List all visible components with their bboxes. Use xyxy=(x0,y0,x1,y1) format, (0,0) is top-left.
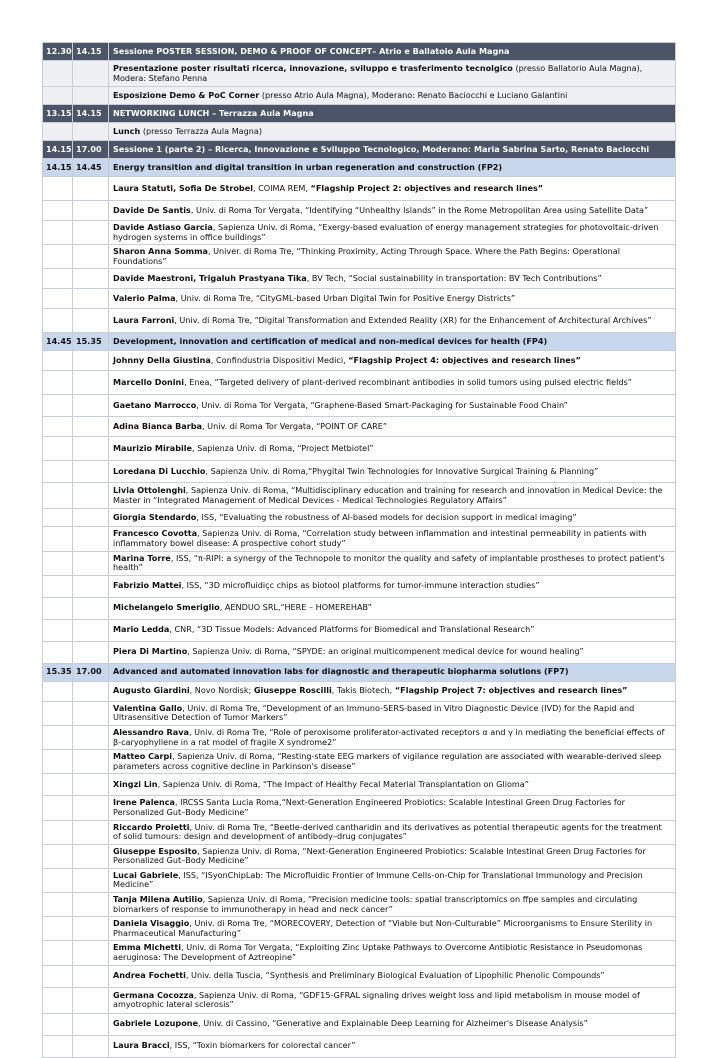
start-time-empty xyxy=(43,461,73,483)
talk-cell xyxy=(109,269,676,289)
speaker-name: Livia Ottolenghi xyxy=(113,485,186,496)
talk-details: , BV Tech, “Social sustainability in transportation: BV Tech Contributions” xyxy=(306,273,602,284)
talk-cell xyxy=(109,796,676,820)
talk-row xyxy=(43,201,676,221)
talk-row xyxy=(43,437,676,461)
talk-row xyxy=(43,619,676,641)
start-time-empty xyxy=(43,575,73,597)
talk-cell xyxy=(109,987,676,1013)
talk-cell xyxy=(109,461,676,483)
talk-cell xyxy=(109,221,676,245)
talk-cell xyxy=(109,965,676,987)
start-time-empty xyxy=(43,941,73,965)
subsession-row xyxy=(43,87,676,105)
end-time-empty xyxy=(73,177,109,201)
subsession-details: (presso Ballatorio Aula Magna), Modera: Stefano Penna xyxy=(113,62,643,83)
talk-details: , Univ. della Tuscia, “Synthesis and Preliminary Biological Evaluation of Lipophilic Phenolic Compounds” xyxy=(185,970,605,981)
start-time-empty xyxy=(43,820,73,844)
speaker-name: Irene Palenca xyxy=(113,797,176,808)
end-time-empty xyxy=(73,941,109,965)
end-time-empty xyxy=(73,893,109,917)
speaker-name: Riccardo Proietti xyxy=(113,821,190,832)
subsession-name: Lunch xyxy=(113,125,141,136)
end-time: 14.15 xyxy=(73,105,109,123)
talk-cell xyxy=(109,1013,676,1035)
talk-details: , Confindustria Dispositivi Medici, xyxy=(210,355,349,366)
speaker-name: Davide De Santis xyxy=(113,204,191,215)
end-time: 17.00 xyxy=(73,663,109,681)
talk-cell xyxy=(109,575,676,597)
talk-details: , Sapienza Univ. di Roma,“Phygital Twin Technologies for Innovative Surgical Training & Planning” xyxy=(205,466,599,477)
start-time-empty xyxy=(43,965,73,987)
speaker-affiliation: , Takis Biotech, xyxy=(331,685,395,696)
talk-cell xyxy=(109,750,676,774)
subsession-cell xyxy=(109,87,676,105)
start-time: 13.15 xyxy=(43,105,73,123)
talk-cell xyxy=(109,893,676,917)
end-time-empty xyxy=(73,245,109,269)
talk-row xyxy=(43,509,676,527)
talk-details: , Univ. di Roma Tre, “Role of peroxisome proliferator-activated receptors α and γ in mediating the beneficial effects of β-caryophyllene in a rat model of fragile X syndrome2” xyxy=(113,726,665,747)
talk-row xyxy=(43,269,676,289)
talk-details: , AENDUO SRL,“HERE – HOMEREHAB” xyxy=(219,602,372,613)
start-time-empty xyxy=(43,619,73,641)
end-time-empty xyxy=(73,87,109,105)
talk-row xyxy=(43,221,676,245)
end-time-empty xyxy=(73,796,109,820)
start-time-empty xyxy=(43,868,73,892)
start-time-empty xyxy=(43,750,73,774)
session-row xyxy=(43,159,676,177)
speaker-name: Germana Cocozza xyxy=(113,989,194,1000)
subsession-cell xyxy=(109,61,676,87)
speaker-name: Lucai Gabriele xyxy=(113,869,179,880)
talk-row xyxy=(43,527,676,551)
talk-row xyxy=(43,965,676,987)
start-time-empty xyxy=(43,681,73,701)
talk-row xyxy=(43,641,676,663)
talk-cell xyxy=(109,725,676,749)
talk-cell xyxy=(109,437,676,461)
start-time-empty xyxy=(43,844,73,868)
start-time-empty xyxy=(43,796,73,820)
session-title: Advanced and automated innovation labs for diagnostic and therapeutic biopharma solutions (FP7) xyxy=(109,663,676,681)
speaker-name: Davide Maestroni, Trigaluh Prastyana Tika xyxy=(113,273,307,284)
speaker-affiliation: , Novo Nordisk; xyxy=(189,685,254,696)
end-time-empty xyxy=(73,774,109,796)
talk-row xyxy=(43,1035,676,1057)
talk-details: , Univ. di Roma Tor Vergata, “Exploiting Zinc Uptake Pathways to Overcome Antibiotic Resistance in Pseudomonas aeruginosa: The Development of Aztreopine” xyxy=(113,942,643,963)
talk-details: , Univ. di Roma Tor Vergata, “Identifying “Unhealthy Islands” in the Rome Metropolitan Area using Satellite Data” xyxy=(190,204,649,215)
start-time-empty xyxy=(43,177,73,201)
start-time-empty xyxy=(43,551,73,575)
talk-details: , Sapienza Univ. di Roma, “Multidisciplinary education and training for research and innovation in Medical Device: the Master in “Integrated Management of Medical Devices - Medical Technologies Regulatory Affairs” xyxy=(113,485,663,505)
talk-cell xyxy=(109,917,676,941)
talk-details: , Sapienza Univ. di Roma, “Next-Generation Engineered Probiotics: Scalable Intestinal Green Drug Factories for Personalized Gut–Body Medicine” xyxy=(113,845,646,866)
end-time: 15.35 xyxy=(73,333,109,351)
talk-row xyxy=(43,351,676,371)
speaker-name: Matteo Carpi xyxy=(113,751,173,762)
speaker-name: Davide Astiaso Garcia xyxy=(113,222,213,232)
session-title: Energy transition and digital transition in urban regeneration and construction (FP2) xyxy=(109,159,676,177)
end-time-empty xyxy=(73,551,109,575)
end-time-empty xyxy=(73,917,109,941)
start-time-empty xyxy=(43,917,73,941)
end-time-empty xyxy=(73,701,109,725)
flagship-title: “Flagship Project 4: objectives and research lines” xyxy=(348,355,581,366)
start-time-empty xyxy=(43,483,73,509)
end-time-empty xyxy=(73,725,109,749)
talk-details: , Sapienza Univ. di Roma, “Resting-state EEG markers of vigilance regulation are associated with wearable-derived sleep parameters across cognitive decline in Parkinson's disease” xyxy=(113,751,662,771)
talk-row xyxy=(43,868,676,892)
start-time-empty xyxy=(43,371,73,395)
talk-cell xyxy=(109,820,676,844)
speaker-name: Giuseppe Roscilli xyxy=(253,685,332,696)
start-time-empty xyxy=(43,61,73,87)
end-time-empty xyxy=(73,483,109,509)
talk-details: , IRCSS Santa Lucia Roma,“Next-Generation Engineered Probiotics: Scalable Intestinal Green Drug Factories for Personalized Gut–Body Medicine” xyxy=(113,797,626,817)
end-time-empty xyxy=(73,461,109,483)
start-time-empty xyxy=(43,245,73,269)
end-time-empty xyxy=(73,371,109,395)
talk-cell xyxy=(109,289,676,309)
start-time-empty xyxy=(43,987,73,1013)
end-time: 14.45 xyxy=(73,159,109,177)
talk-details: , Sapienza Univ. di Roma, “SPYDE: an original multicompenent medical device for wound healing” xyxy=(187,646,584,657)
start-time-empty xyxy=(43,1013,73,1035)
talk-cell xyxy=(109,551,676,575)
start-time-empty xyxy=(43,527,73,551)
end-time-empty xyxy=(73,527,109,551)
talk-row xyxy=(43,681,676,701)
speaker-name: Valentina Gallo xyxy=(113,702,183,713)
talk-row xyxy=(43,725,676,749)
start-time-empty xyxy=(43,201,73,221)
speaker-name: Johnny Della Giustina xyxy=(113,355,211,366)
talk-details: , ISS, “3D microfluidiçc chips as biotool platforms for tumor-immune interaction studies” xyxy=(181,580,540,591)
speaker-name: Giuseppe Esposito xyxy=(113,845,198,856)
end-time-empty xyxy=(73,1035,109,1057)
talk-cell xyxy=(109,483,676,509)
end-time-empty xyxy=(73,681,109,701)
talk-row xyxy=(43,941,676,965)
speaker-name: Emma Michetti xyxy=(113,942,182,953)
end-time-empty xyxy=(73,289,109,309)
end-time-empty xyxy=(73,750,109,774)
talk-details: , Univ. di Roma Tor Vergata, “Graphene-Based Smart-Packaging for Sustainable Food Chain” xyxy=(196,400,568,411)
speaker-name: Maurizio Mirabile xyxy=(113,443,193,454)
speaker-name: Marina Torre xyxy=(113,552,171,563)
end-time-empty xyxy=(73,844,109,868)
talk-details: , Univ. di Roma Tre, “Development of an Immuno-SERS-based in Vitro Diagnostic Device (IVD) for the Rapid and Ultrasensitive Detection of Tumor Markers” xyxy=(113,702,635,723)
talk-row xyxy=(43,893,676,917)
speaker-name: Andrea Fochetti xyxy=(113,970,186,981)
talk-cell xyxy=(109,177,676,201)
speaker-name: Fabrizio Mattei xyxy=(113,580,182,591)
speaker-name: Gabriele Lozupone xyxy=(113,1018,199,1029)
speaker-name: Laura Bracci xyxy=(113,1040,170,1051)
talk-cell xyxy=(109,774,676,796)
session-row xyxy=(43,141,676,159)
start-time-empty xyxy=(43,597,73,619)
talk-row xyxy=(43,750,676,774)
talk-row xyxy=(43,309,676,333)
end-time-empty xyxy=(73,641,109,663)
talk-row xyxy=(43,774,676,796)
talk-cell xyxy=(109,201,676,221)
end-time-empty xyxy=(73,123,109,141)
session-row xyxy=(43,43,676,61)
talk-details: , Univ. di Roma Tor Vergata, “POINT OF CARE” xyxy=(202,421,388,432)
speaker-name: Xingzi Lin xyxy=(113,779,158,790)
talk-details: , ISS, “ISyonChipLab: The Microfluidic Frontier of Immune Cells-on-Chip for Translational Immunology and Precision Medicine” xyxy=(113,869,643,890)
talk-cell xyxy=(109,701,676,725)
talk-row xyxy=(43,417,676,437)
talk-row xyxy=(43,575,676,597)
start-time: 14.15 xyxy=(43,141,73,159)
talk-cell xyxy=(109,245,676,269)
talk-cell xyxy=(109,597,676,619)
talk-details: , ISS, “π-RIPI: a synergy of the Technopole to monitor the quality and safety of implantable prostheses to protect patient's health” xyxy=(113,552,665,573)
talk-row xyxy=(43,597,676,619)
subsession-cell xyxy=(109,123,676,141)
end-time-empty xyxy=(73,820,109,844)
talk-row xyxy=(43,1013,676,1035)
session-title: Sessione 1 (parte 2) – Ricerca, Innovazione e Sviluppo Tecnologico, Moderano: Maria Sabrina Sarto, Renato Baciocchi xyxy=(109,141,676,159)
talk-cell xyxy=(109,844,676,868)
program-table xyxy=(42,42,676,1058)
talk-cell xyxy=(109,309,676,333)
speaker-name: Mario Ledda xyxy=(113,624,170,635)
talk-details: , Sapienza Univ. di Roma, “Correlation study between inflammation and intestinal permeability in patients with inflammatory bowel disease: A prospective cohort study” xyxy=(113,528,647,548)
end-time-empty xyxy=(73,965,109,987)
talk-details: , Enea, “Targeted delivery of plant-derived recombinant antibodies in solid tumors using pulsed electric fields” xyxy=(184,377,632,388)
talk-details: , CNR, “3D Tissue Models: Advanced Platforms for Biomedical and Translational Research” xyxy=(169,624,535,635)
start-time-empty xyxy=(43,774,73,796)
end-time: 17.00 xyxy=(73,141,109,159)
talk-details: , ISS, “Toxin biomarkers for colorectal cancer” xyxy=(169,1040,356,1051)
subsession-details: (presso Atrio Aula Magna), Moderano: Renato Baciocchi e Luciano Galantini xyxy=(259,89,568,100)
talk-row xyxy=(43,844,676,868)
start-time-empty xyxy=(43,725,73,749)
start-time: 15.35 xyxy=(43,663,73,681)
talk-details: , Sapienza Univ. di Roma, “Precision medicine tools: spatial transcriptomics on ffpe samples and circulating biomarkers of response to immunotherapy in head and neck cancer” xyxy=(113,894,638,914)
speaker-name: Tanja Milena Autilio xyxy=(113,894,203,905)
speaker-name: Gaetano Marrocco xyxy=(113,400,197,411)
start-time-empty xyxy=(43,1035,73,1057)
end-time-empty xyxy=(73,201,109,221)
flagship-title: “Flagship Project 7: objectives and research lines” xyxy=(394,685,628,696)
start-time-empty xyxy=(43,269,73,289)
talk-cell xyxy=(109,868,676,892)
subsession-row xyxy=(43,61,676,87)
start-time-empty xyxy=(43,641,73,663)
start-time: 14.45 xyxy=(43,333,73,351)
subsession-name: Esposizione Demo & PoC Corner xyxy=(113,89,260,100)
start-time-empty xyxy=(43,701,73,725)
end-time-empty xyxy=(73,509,109,527)
end-time: 14.15 xyxy=(73,43,109,61)
start-time-empty xyxy=(43,351,73,371)
talk-cell xyxy=(109,509,676,527)
session-row xyxy=(43,663,676,681)
talk-details: , Sapienza Univ. di Roma, “Exergy-based evaluation of energy management strategies for photovoltaic-driven hydrogen systems in office buildings” xyxy=(113,222,659,242)
talk-cell xyxy=(109,681,676,701)
speaker-name: Marcello Donini xyxy=(113,377,185,388)
end-time-empty xyxy=(73,437,109,461)
end-time-empty xyxy=(73,868,109,892)
talk-row xyxy=(43,245,676,269)
talk-row xyxy=(43,289,676,309)
talk-details: , Univer. di Roma Tre, “Thinking Proximity, Acting Through Space. Where the Path Begins: Operational Foundations” xyxy=(113,246,620,266)
speaker-name: Augusto Giardini xyxy=(113,685,190,696)
talk-row xyxy=(43,551,676,575)
talk-details: , COIMA REM, xyxy=(252,182,311,193)
talk-row xyxy=(43,461,676,483)
talk-row xyxy=(43,177,676,201)
speaker-name: Piera Di Martino xyxy=(113,646,188,657)
talk-cell xyxy=(109,371,676,395)
end-time-empty xyxy=(73,619,109,641)
talk-details: , Univ. di Roma Tre, “Digital Transformation and Extended Reality (XR) for the Enhancement of Architectural Archives” xyxy=(174,315,652,326)
end-time-empty xyxy=(73,221,109,245)
talk-details: , Sapienza Univ. di Roma, “GDF15-GFRAL signaling drives weight loss and lipid metabolism in mouse model of amyotrophic lateral sclerosis” xyxy=(113,989,640,1010)
speaker-name: Daniela Visaggio xyxy=(113,918,190,929)
talk-row xyxy=(43,483,676,509)
start-time-empty xyxy=(43,87,73,105)
start-time-empty xyxy=(43,309,73,333)
speaker-name: Michelangelo Smeriglio xyxy=(113,602,220,613)
talk-cell xyxy=(109,1035,676,1057)
subsession-row xyxy=(43,123,676,141)
talk-row xyxy=(43,917,676,941)
talk-row xyxy=(43,796,676,820)
talk-details: , ISS, “Evaluating the robustness of AI-based models for decision support in medical imaging” xyxy=(196,512,577,523)
speaker-name: Valerio Palma xyxy=(113,293,176,304)
speaker-name: Laura Statuti, Sofia De Strobel xyxy=(113,182,253,193)
end-time-empty xyxy=(73,417,109,437)
talk-details: , Univ. di Roma Tre, “Beetle-derived cantharidin and its derivatives as potential therapeutic agents for the treatment of solid tumours: design and development of antibody–drug conjugates” xyxy=(113,821,662,842)
end-time-empty xyxy=(73,597,109,619)
start-time: 12.30 xyxy=(43,43,73,61)
end-time-empty xyxy=(73,61,109,87)
talk-row xyxy=(43,395,676,417)
start-time-empty xyxy=(43,417,73,437)
start-time-empty xyxy=(43,437,73,461)
session-row xyxy=(43,333,676,351)
talk-details: , Sapienza Univ. di Roma, “Project Metbiotel” xyxy=(192,443,374,454)
start-time-empty xyxy=(43,509,73,527)
program-table-body xyxy=(43,43,676,1058)
talk-cell xyxy=(109,619,676,641)
talk-cell xyxy=(109,641,676,663)
talk-details: , Univ. di Roma Tre, “MORECOVERY, Detection of “Viable but Non-Culturable” Microorganisms to Ensure Sterility in Pharmaceutical Manufacturing” xyxy=(113,918,653,938)
talk-cell xyxy=(109,941,676,965)
speaker-name: Laura Farroni xyxy=(113,315,175,326)
talk-cell xyxy=(109,417,676,437)
speaker-name: Francesco Covotta xyxy=(113,528,198,539)
talk-row xyxy=(43,701,676,725)
speaker-name: Loredana Di Lucchio xyxy=(113,466,206,477)
session-title: NETWORKING LUNCH – Terrazza Aula Magna xyxy=(109,105,676,123)
start-time-empty xyxy=(43,221,73,245)
speaker-name: Adina Bianca Barba xyxy=(113,421,202,432)
subsession-details: (presso Terrazza Aula Magna) xyxy=(140,125,263,136)
end-time-empty xyxy=(73,351,109,371)
end-time-empty xyxy=(73,575,109,597)
session-title: Sessione POSTER SESSION, DEMO & PROOF OF CONCEPT– Atrio e Ballatoio Aula Magna xyxy=(109,43,676,61)
end-time-empty xyxy=(73,309,109,333)
end-time-empty xyxy=(73,987,109,1013)
start-time: 14.15 xyxy=(43,159,73,177)
end-time-empty xyxy=(73,395,109,417)
talk-row xyxy=(43,820,676,844)
session-title: Development, innovation and certification of medical and non-medical devices for health (FP4) xyxy=(109,333,676,351)
talk-details: , Univ. di Roma Tre, “CityGML-based Urban Digital Twin for Positive Energy Districts” xyxy=(175,293,516,304)
speaker-name: Alessandro Rava xyxy=(113,726,189,737)
start-time-empty xyxy=(43,289,73,309)
speaker-name: Giorgia Stendardo xyxy=(113,512,197,523)
end-time-empty xyxy=(73,269,109,289)
flagship-title: “Flagship Project 2: objectives and research lines” xyxy=(310,182,544,193)
talk-details: , Sapienza Univ. di Roma, “The Impact of Healthy Fecal Material Transplantation on Glioma” xyxy=(157,779,529,790)
session-row xyxy=(43,105,676,123)
subsession-name: Presentazione poster risultati ricerca, innovazione, sviluppo e trasferimento tecnolgico xyxy=(113,62,513,73)
talk-cell xyxy=(109,527,676,551)
talk-cell xyxy=(109,351,676,371)
talk-row xyxy=(43,371,676,395)
speaker-name: Sharon Anna Somma xyxy=(113,246,208,257)
talk-cell xyxy=(109,395,676,417)
talk-row xyxy=(43,987,676,1013)
start-time-empty xyxy=(43,123,73,141)
start-time-empty xyxy=(43,893,73,917)
end-time-empty xyxy=(73,1013,109,1035)
start-time-empty xyxy=(43,395,73,417)
talk-details: , Univ. di Cassino, “Generative and Explainable Deep Learning for Alzheimer's Disease Analysis” xyxy=(198,1018,588,1029)
